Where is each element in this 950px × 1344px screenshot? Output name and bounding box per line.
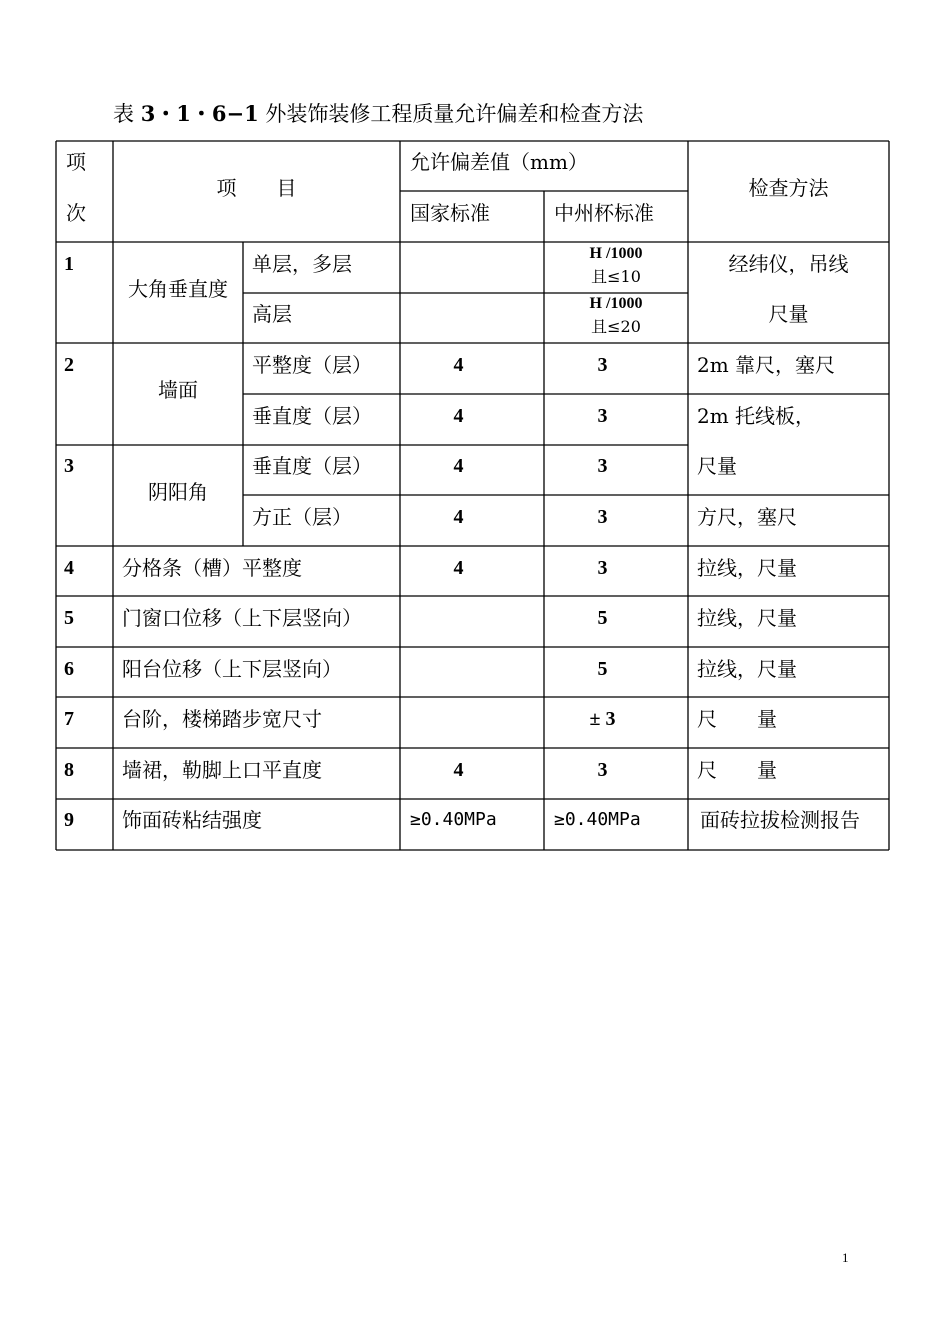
row-7-method: 尺 量 — [697, 707, 777, 731]
row-2b-sub: 垂直度（层） — [252, 404, 372, 428]
header-zhongzhou: 中州杯标准 — [554, 201, 654, 225]
row-1b-zz-line2: 且≤20 — [591, 317, 641, 336]
row-3-no: 3 — [64, 455, 74, 477]
row-2a-zz: 3 — [597, 354, 608, 376]
row-1a-sub: 单层，多层 — [252, 252, 352, 276]
row-3a-zz: 3 — [597, 455, 608, 477]
row-9-method: 面砖拉拔检测报告 — [700, 808, 860, 832]
row-1b-method: 尺量 — [768, 302, 809, 326]
row-2b-national: 4 — [453, 405, 464, 427]
row-8-no: 8 — [64, 759, 74, 781]
row-2b-method: 2m 托线板， — [697, 404, 816, 428]
row-5-zz: 5 — [597, 607, 608, 629]
row-2a-national: 4 — [453, 354, 464, 376]
row-7-item: 台阶，楼梯踏步宽尺寸 — [122, 707, 322, 731]
row-3b-zz: 3 — [597, 506, 608, 528]
row-8-item: 墙裙，勒脚上口平直度 — [122, 758, 322, 782]
header-deviation: 允许偏差值（mm） — [410, 150, 588, 174]
row-5-no: 5 — [64, 607, 74, 629]
row-1b-zz-line1: H /1000 — [589, 295, 643, 312]
title-number: 3・1・6−1 — [140, 101, 259, 126]
row-4-method: 拉线，尺量 — [697, 556, 797, 580]
row-2a-method: 2m 靠尺，塞尺 — [697, 353, 836, 377]
row-9-no: 9 — [64, 809, 74, 831]
title-prefix: 表 — [113, 102, 134, 126]
row-3-group: 阴阳角 — [148, 480, 208, 504]
row-9-zz: ≥0.40MPa — [554, 809, 641, 830]
header-item: 项 目 — [216, 176, 297, 200]
row-4-no: 4 — [64, 557, 74, 579]
row-3a-method: 尺量 — [697, 454, 737, 478]
row-2-group: 墙面 — [158, 378, 198, 402]
row-4-national: 4 — [453, 557, 464, 579]
row-5-method: 拉线，尺量 — [697, 606, 797, 630]
row-2-no: 2 — [64, 354, 74, 376]
header-index-line1: 项 — [66, 150, 86, 174]
row-1a-method: 经纬仪，吊线 — [728, 252, 849, 276]
row-3b-sub: 方正（层） — [252, 505, 352, 529]
row-3b-national: 4 — [453, 506, 464, 528]
header-method: 检查方法 — [748, 176, 829, 200]
row-6-zz: 5 — [597, 658, 608, 680]
row-4-zz: 3 — [597, 557, 608, 579]
row-9-national: ≥0.40MPa — [410, 809, 497, 830]
row-2a-sub: 平整度（层） — [252, 353, 372, 377]
page-number: 1 — [842, 1250, 849, 1265]
row-9-item: 饰面砖粘结强度 — [122, 808, 262, 832]
row-1b-sub: 高层 — [252, 302, 292, 326]
row-8-national: 4 — [453, 759, 464, 781]
row-6-item: 阳台位移（上下层竖向） — [122, 657, 342, 681]
row-2b-zz: 3 — [597, 405, 608, 427]
row-8-method: 尺 量 — [697, 758, 777, 782]
row-1a-zz-line1: H /1000 — [589, 245, 643, 262]
row-1-no: 1 — [64, 253, 74, 275]
row-7-no: 7 — [64, 708, 74, 730]
row-1-group: 大角垂直度 — [128, 277, 228, 301]
row-5-item: 门窗口位移（上下层竖向） — [122, 606, 362, 630]
row-4-item: 分格条（槽）平整度 — [122, 556, 302, 580]
row-3a-national: 4 — [453, 455, 464, 477]
header-national: 国家标准 — [410, 201, 490, 225]
row-6-method: 拉线，尺量 — [697, 657, 797, 681]
row-6-no: 6 — [64, 658, 74, 680]
row-3a-sub: 垂直度（层） — [252, 454, 372, 478]
row-8-zz: 3 — [597, 759, 608, 781]
row-7-zz: ± 3 — [589, 708, 616, 730]
title-text: 外装饰装修工程质量允许偏差和检查方法 — [265, 102, 644, 126]
row-1a-zz-line2: 且≤10 — [591, 267, 641, 286]
header-index-line2: 次 — [66, 201, 86, 225]
row-3b-method: 方尺，塞尺 — [697, 505, 797, 529]
